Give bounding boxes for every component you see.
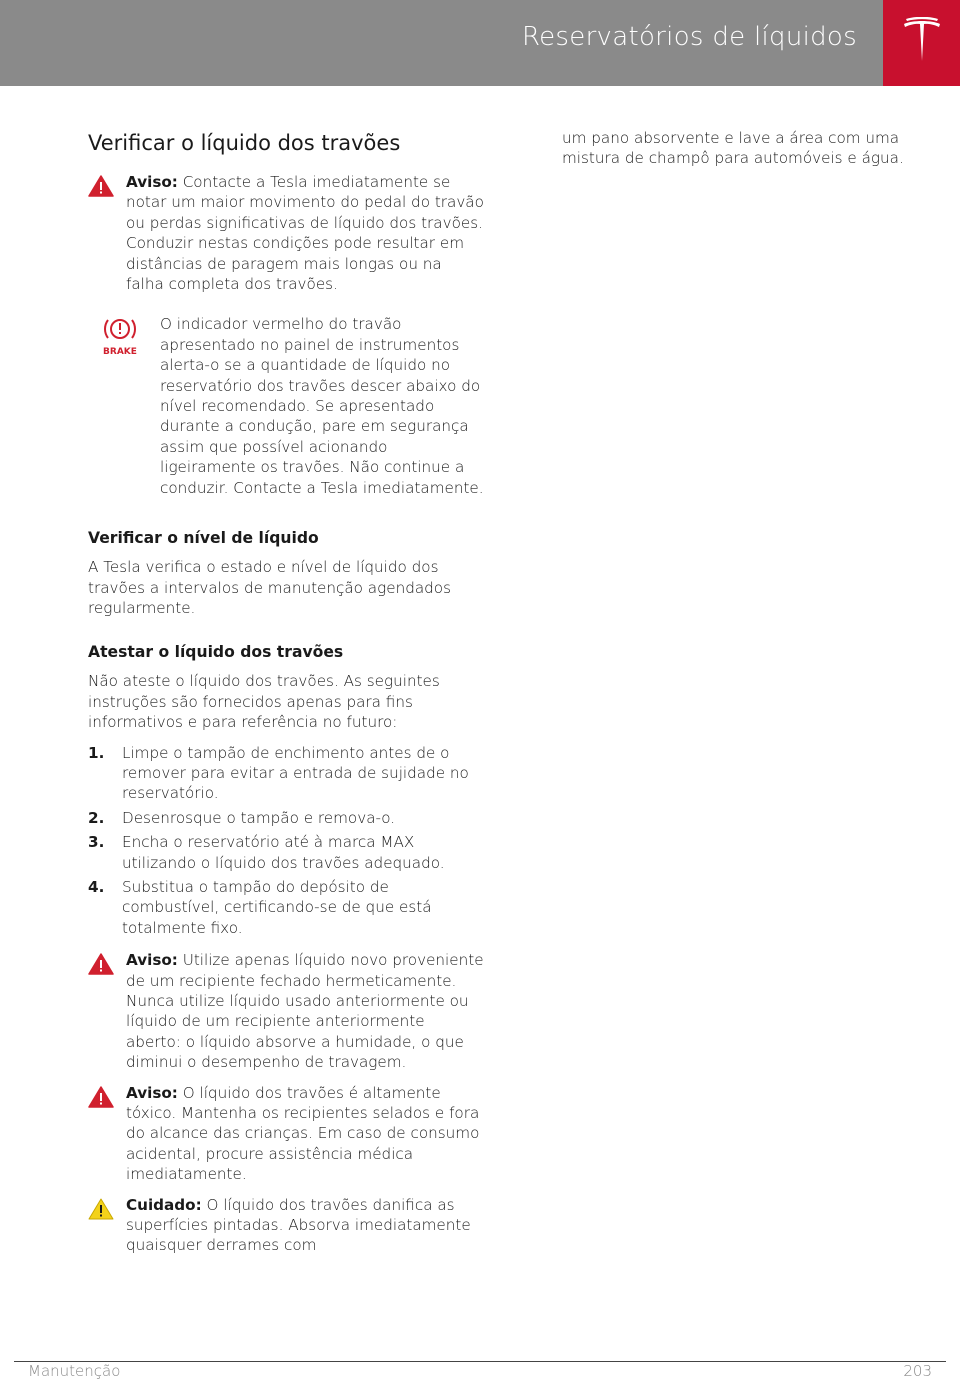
- check-level-text: A Tesla verifica o estado e nível de líquido dos travões a intervalos de manutenção agendados regularmente.: [88, 558, 451, 617]
- warning-label: Aviso:: [126, 1083, 178, 1102]
- caution-label: Cuidado:: [126, 1195, 202, 1214]
- warning-icon: [88, 953, 114, 975]
- caution-continued-text: um pano absorvente e lave a área com uma mistura de champô para automóveis e água.: [562, 129, 904, 168]
- section-title: Verificar o líquido dos travões: [88, 131, 401, 155]
- footer-divider: [14, 1361, 946, 1362]
- right-column: [562, 128, 922, 169]
- footer-section: Manutenção: [28, 1362, 121, 1380]
- caution-icon: [88, 1198, 114, 1220]
- header-title: Reservatórios de líquidos: [521, 22, 857, 52]
- step-text: Limpe o tampão de enchimento antes de o remover para evitar a entrada de sujidade no reservatório.: [122, 743, 469, 803]
- topup-steps: [88, 743, 484, 939]
- left-column: [88, 128, 484, 1266]
- brake-warning-icon: [100, 314, 140, 361]
- warning-icon: [88, 1086, 114, 1108]
- warning-text: Contacte a Tesla imediatamente se notar um maior movimento do pedal do travão ou perdas significativas de líquido dos travões. Conduzir nestas condições pode resultar em distâncias de paragem mais longas ou na falha completa dos travões.: [126, 173, 484, 294]
- page-header: [0, 0, 883, 86]
- warning-brake-pedal: [88, 172, 484, 294]
- topup-text: Não ateste o líquido dos travões. As seguintes instruções são fornecidos apenas para fins informativos e para referência no futuro:: [88, 672, 440, 732]
- tesla-logo-icon: [902, 17, 942, 65]
- warning-label: Aviso:: [126, 173, 178, 191]
- step-number: 4.: [88, 877, 105, 896]
- step-number: 3.: [88, 833, 105, 852]
- list-item: [88, 832, 484, 873]
- caution-text: O líquido dos travões danifica as superfícies pintadas. Absorva imediatamente quaisquer derrames com: [126, 1195, 471, 1255]
- caution-paint: [88, 1195, 484, 1256]
- tesla-logo: [883, 0, 960, 86]
- brake-indicator-note: [88, 314, 484, 498]
- step-text: Encha o reservatório até à marca MAX utilizando o líquido dos travões adequado.: [122, 833, 445, 872]
- step-text: Substitua o tampão do depósito de combustível, certificando-se de que está totalmente fixo.: [122, 877, 432, 937]
- topup-heading: Atestar o líquido dos travões: [88, 643, 344, 662]
- warning-icon: [88, 175, 114, 197]
- brake-icon-label: BRAKE: [103, 347, 137, 357]
- brake-indicator-text: O indicador vermelho do travão apresentado no painel de instrumentos alerta-o se a quantidade de líquido no reservatório dos travões descer abaixo do nível recomendado. Se apresentado durante a condução, pare em segurança assim que possível acionando ligeiramente os travões. Não continue a conduzir. Contacte a Tesla imediatamente.: [160, 315, 484, 497]
- warning-new-fluid: [88, 950, 484, 1072]
- warning-toxic: [88, 1083, 484, 1185]
- warning-text: O líquido dos travões é altamente tóxico. Mantenha os recipientes selados e fora do alcance das crianças. Em caso de consumo acidental, procure assistência médica imediatamente.: [126, 1083, 480, 1184]
- step-text: Desenrosque o tampão e remova-o.: [122, 808, 396, 827]
- step-number: 2.: [88, 808, 105, 827]
- step-number: 1.: [88, 743, 105, 762]
- list-item: [88, 808, 484, 828]
- page-number: 203: [903, 1362, 932, 1380]
- warning-text: Utilize apenas líquido novo proveniente de um recipiente fechado hermeticamente. Nunca utilize líquido usado anteriormente ou líquido de um recipiente anteriormente aberto: o líquido absorve a humidade, o que diminui o desempenho de travagem.: [126, 951, 484, 1072]
- check-level-heading: Verificar o nível de líquido: [88, 529, 319, 548]
- warning-label: Aviso:: [126, 951, 178, 970]
- list-item: [88, 877, 484, 938]
- list-item: [88, 743, 484, 804]
